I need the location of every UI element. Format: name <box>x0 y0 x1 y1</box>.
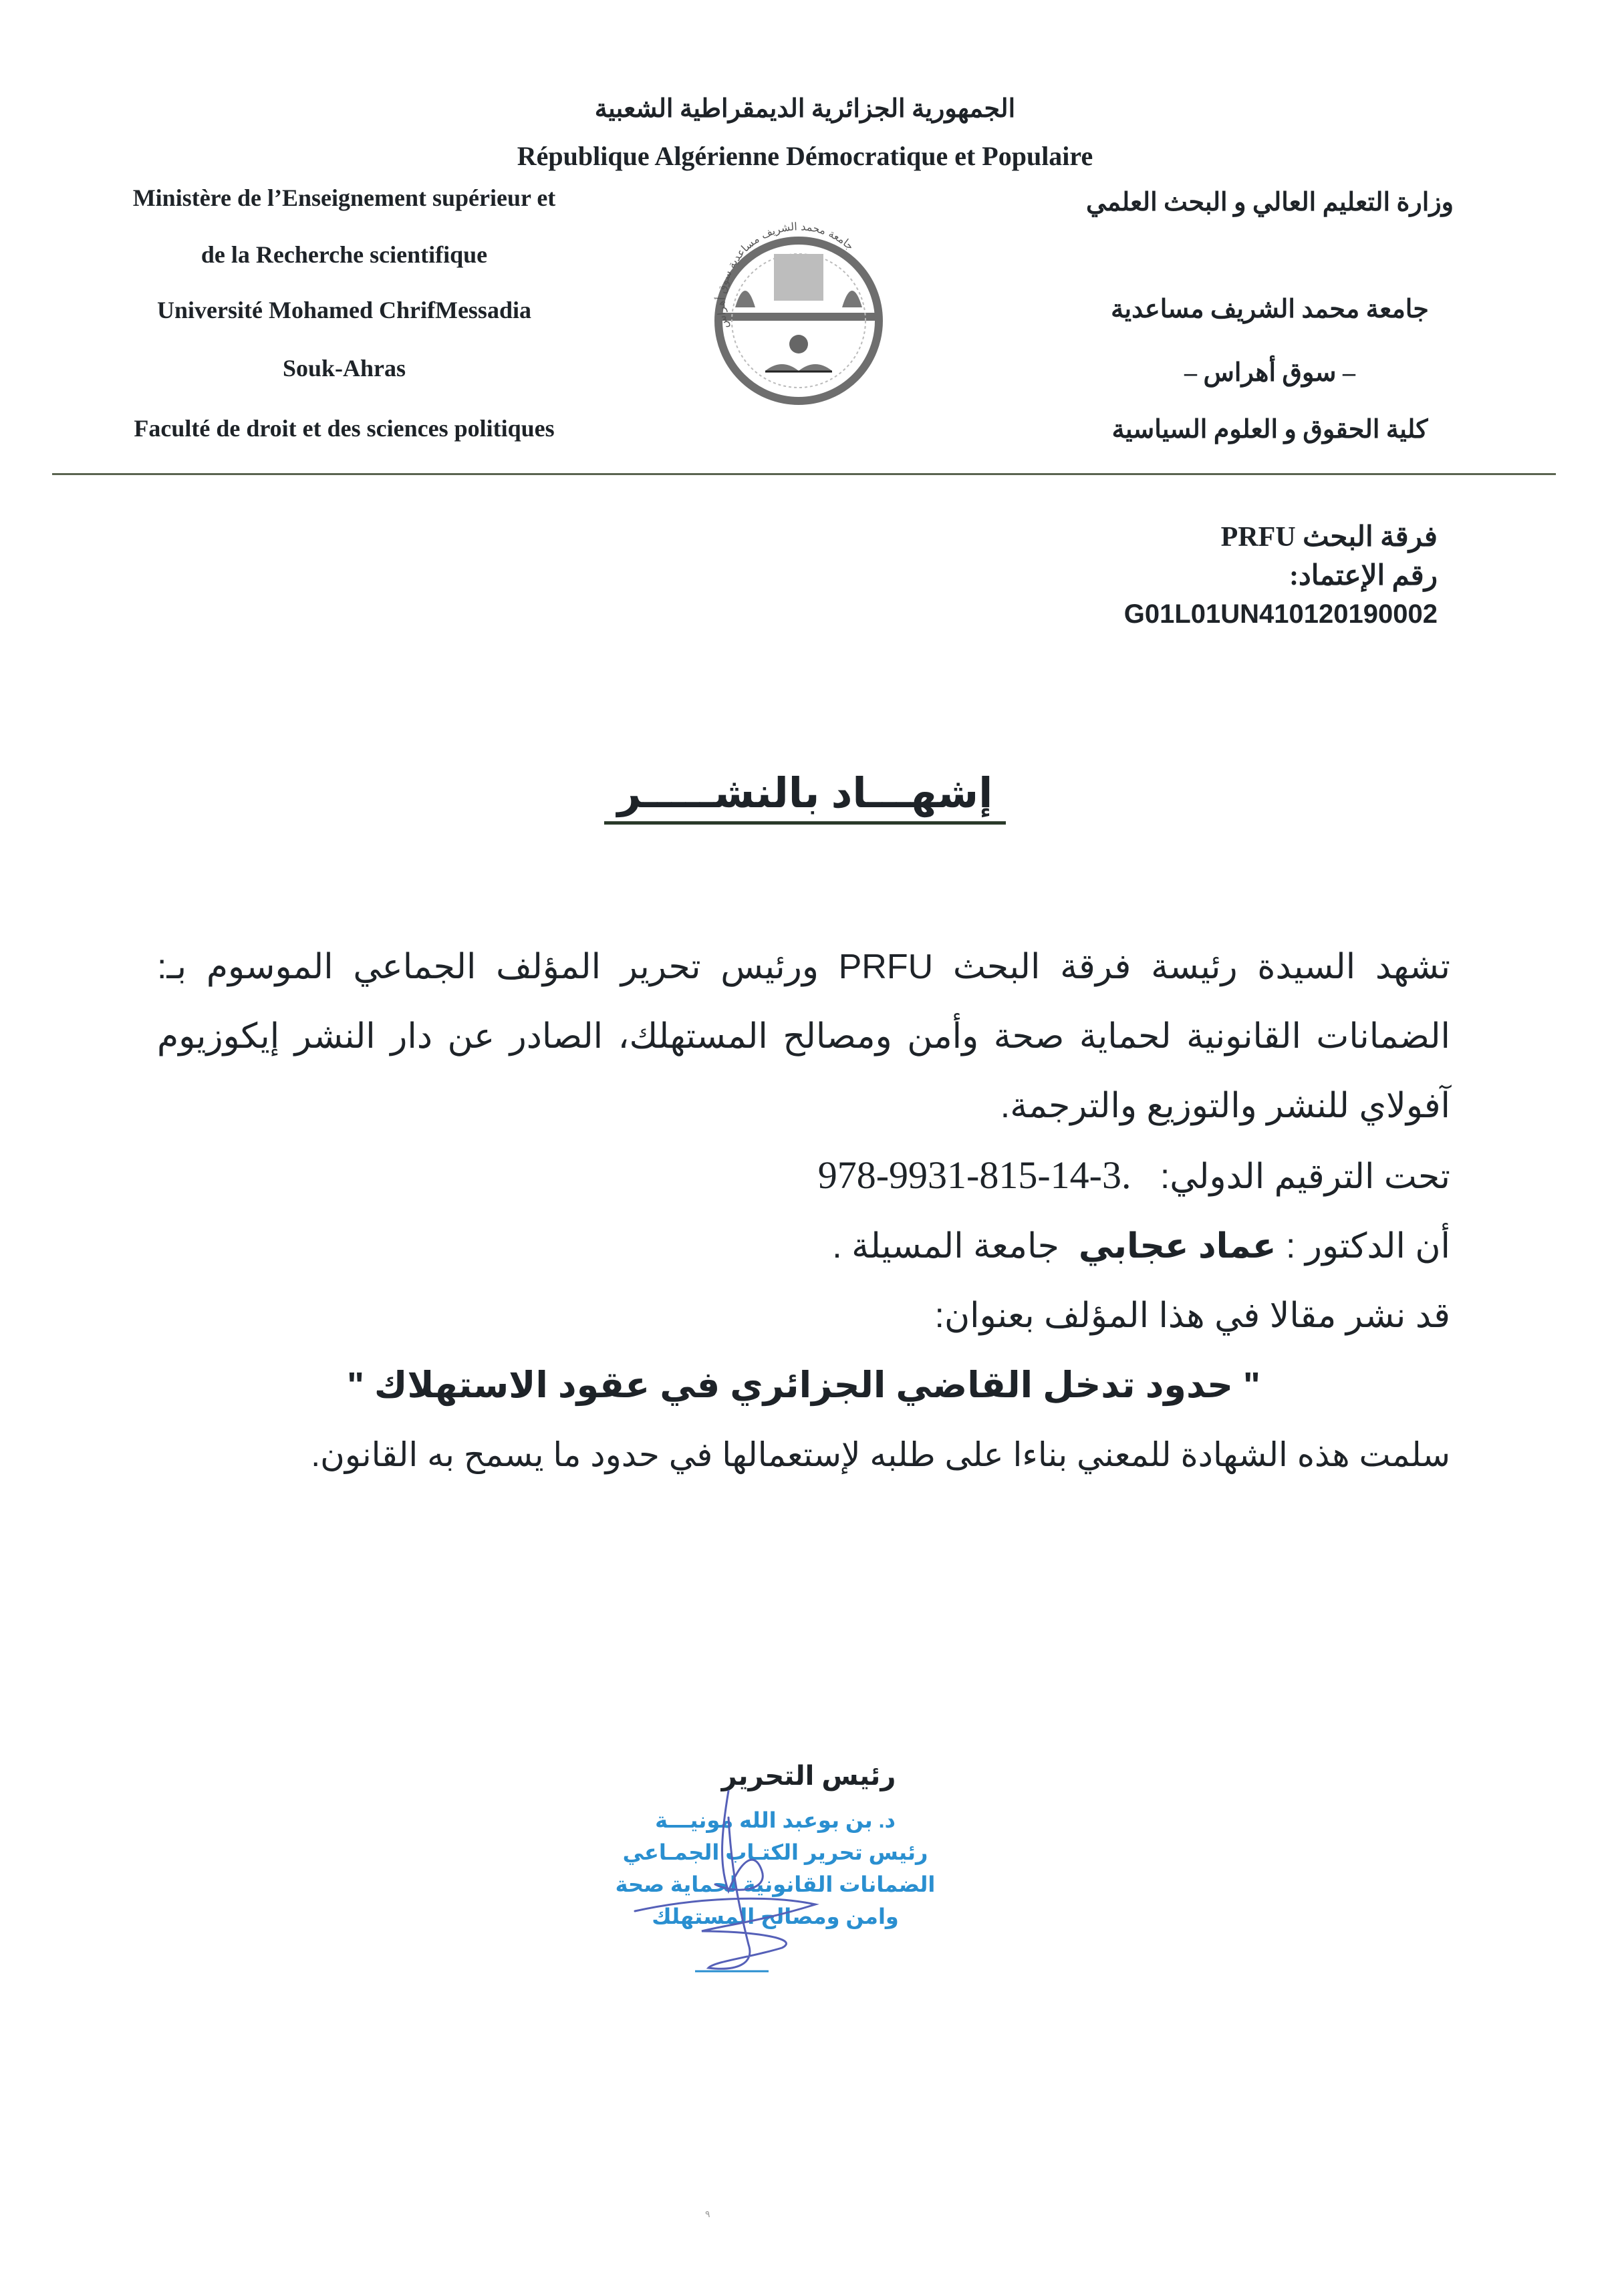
handwritten-signature <box>595 1777 969 1978</box>
svg-text:جامعة محمد الشريف مساعدية سوق: جامعة محمد الشريف مساعدية سوق أهراس <box>714 220 857 330</box>
ministry-arabic: وزارة التعليم العالي و البحث العلمي <box>1085 188 1454 217</box>
isbn-line <box>157 1141 1450 1211</box>
author-affiliation: جامعة المسيلة . <box>832 1227 1059 1266</box>
document-title: إشهـــاد بالنشـــــر <box>604 768 1007 825</box>
stamp-line: وامن ومصالح المستهلك <box>652 1904 899 1928</box>
author-name: عماد عجابي <box>1078 1227 1277 1266</box>
author-line <box>157 1211 1450 1281</box>
university-french: Université Mohamed ChrifMessadia <box>157 297 531 323</box>
header-divider <box>52 473 1556 475</box>
certificate-body <box>157 932 1450 1489</box>
editor-in-chief-heading: رئيس التحرير <box>721 1761 896 1791</box>
faculty-arabic: كلية الحقوق و العلوم السياسية <box>1111 416 1428 444</box>
city-french: Souk-Ahras <box>282 355 406 382</box>
article-title: " حدود تدخل القاضي الجزائري في عقود الاستهلاك " <box>347 1365 1260 1405</box>
approval-number: G01L01UN410120190002 <box>1123 599 1438 629</box>
isbn-label: تحت الترقيم الدولي: <box>1160 1157 1450 1196</box>
university-logo <box>688 200 909 421</box>
closing-statement: سلمت هذه الشهادة للمعني بناءا على طلبه لإستعمالها في حدود ما يسمح به القانون. <box>311 1436 1450 1473</box>
republic-name-arabic: الجمهورية الجزائرية الديمقراطية الشعبية <box>594 95 1016 123</box>
ministry-french-line2: de la Recherche scientifique <box>200 241 488 268</box>
stamp-line: د. بن بوعبد الله مونيـــة <box>655 1808 896 1832</box>
stamp-line: رئيس تحرير الكتـاب الجمـاعي <box>622 1840 928 1864</box>
prfu-block <box>1124 518 1438 633</box>
ministry-french-line1: Ministère de l’Enseignement supérieur et <box>132 184 556 211</box>
republic-name-french: République Algérienne Démocratique et Populaire <box>517 141 1093 171</box>
body-paragraph-intro: تشهد السيدة رئيسة فرقة البحث PRFU ورئيس تحرير المؤلف الجماعي الموسوم بـ: الضمانات القانونية لحماية صحة وأمن ومصالح المستهلك، الصادر عن دار النشر إيكوزيوم آفولاي للنشر والتوزيع والترجمة. <box>157 948 1451 1125</box>
city-arabic: – سوق أهراس – <box>1184 359 1355 387</box>
document-title-wrap <box>0 768 1610 825</box>
faculty-french: Faculté de droit et des sciences politiques <box>134 415 555 442</box>
prfu-title: فرقة البحث PRFU <box>1220 522 1438 553</box>
page-mark: ٩ <box>705 2208 710 2219</box>
university-arabic: جامعة محمد الشريف مساعدية <box>1111 295 1429 323</box>
article-intro: قد نشر مقالا في هذا المؤلف بعنوان: <box>934 1296 1450 1335</box>
approval-number-label: رقم الإعتماد: <box>1289 561 1438 591</box>
author-prefix: أن الدكتور : <box>1286 1227 1450 1266</box>
isbn-number: 978-9931-815-14-3. <box>817 1153 1131 1197</box>
stamp-line: الضمانات القانونية لحماية صحة <box>615 1872 936 1896</box>
